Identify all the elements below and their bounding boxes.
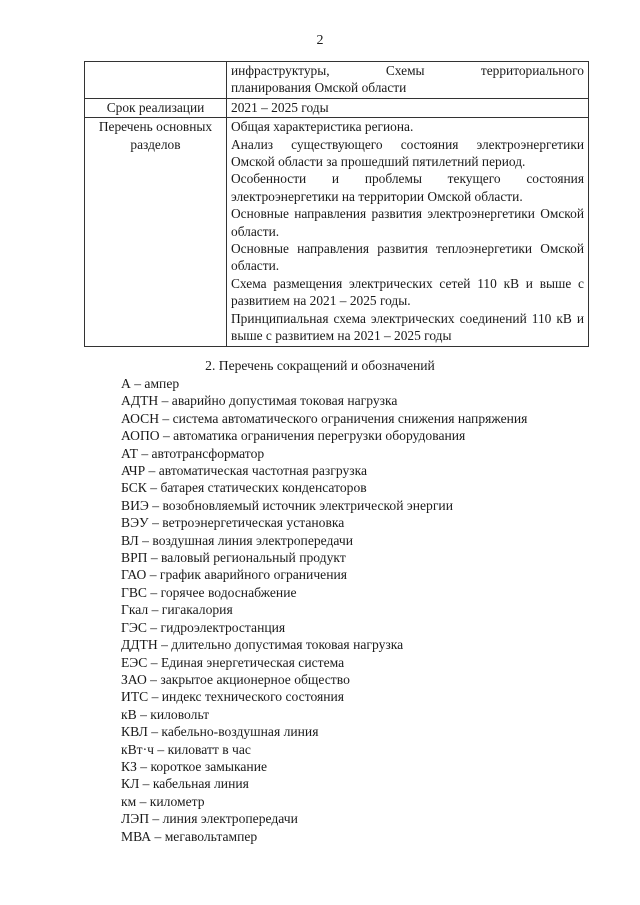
table-row-label: [85, 62, 227, 99]
abbreviation-item: ГЭС – гидроэлектростанция: [121, 619, 286, 635]
table-value-paragraph: Основные направления развития электроэнергетики Омской области.: [231, 206, 584, 239]
table-row-value: [227, 98, 589, 117]
abbreviation-item: ЕЭС – Единая энергетическая система: [121, 654, 345, 670]
abbreviation-item: ВЛ – воздушная линия электропередачи: [121, 532, 354, 548]
abbreviation-item: КЗ – короткое замыкание: [121, 758, 267, 774]
table-value-paragraph: 2021 – 2025 годы: [231, 99, 329, 115]
abbreviation-item: АДТН – аварийно допустимая токовая нагрузка: [121, 393, 398, 409]
table-row: [85, 118, 589, 346]
table-value-paragraph: планирования Омской области: [231, 80, 407, 96]
abbreviation-item: ЗАО – закрытое акционерное общество: [121, 671, 350, 687]
table-row: [85, 98, 589, 117]
abbreviation-item: КВЛ – кабельно-воздушная линия: [121, 724, 319, 740]
abbreviation-item: ВЭУ – ветроэнергетическая установка: [121, 515, 345, 531]
table-value-paragraph: Особенности и проблемы текущего состояния электроэнергетики на территории Омской области.: [231, 171, 584, 204]
abbreviation-item: ВИЭ – возобновляемый источник электрической энергии: [121, 497, 453, 513]
abbreviation-item: МВА – мегавольтампер: [121, 828, 258, 844]
abbreviation-item: ВРП – валовый региональный продукт: [121, 550, 346, 566]
abbreviation-item: КЛ – кабельная линия: [121, 776, 249, 792]
abbreviation-item: ЛЭП – линия электропередачи: [121, 811, 298, 827]
table-row: [85, 62, 589, 99]
table-row-label: Срок реализации: [85, 98, 227, 117]
table-value-paragraph: инфраструктуры, Схемы территориального: [231, 63, 584, 78]
abbreviation-item: ИТС – индекс технического состояния: [121, 689, 345, 705]
abbreviation-list: [121, 375, 601, 845]
abbreviation-item: кВт·ч – киловатт в час: [121, 741, 251, 757]
table-value-paragraph: Анализ существующего состояния электроэнергетики Омской области за прошедший пятилетний период.: [231, 136, 584, 170]
abbreviation-item: ГВС – горячее водоснабжение: [121, 584, 297, 600]
table-value-paragraph: Схема размещения электрических сетей 110 кВ и выше с развитием на 2021 – 2025 годы.: [231, 275, 584, 309]
section-title: 2. Перечень сокращений и обозначений: [205, 358, 435, 373]
abbreviation-item: кВ – киловольт: [121, 706, 210, 722]
page-number: 2: [316, 33, 324, 48]
abbreviation-item: БСК – батарея статических конденсаторов: [121, 480, 367, 496]
table-row-label: Перечень основных разделов: [85, 118, 227, 346]
abbreviation-item: Гкал – гигакалория: [121, 602, 233, 618]
passport-table-body: [85, 62, 589, 347]
abbreviation-item: ДДТН – длительно допустимая токовая нагрузка: [121, 637, 404, 653]
abbreviation-item: АОСН – система автоматического ограничения снижения напряжения: [121, 410, 528, 426]
abbreviation-item: А – ампер: [121, 376, 180, 391]
table-row-value: [227, 62, 589, 99]
abbreviation-item: АОПО – автоматика ограничения перегрузки оборудования: [121, 428, 466, 444]
abbreviation-item: АЧР – автоматическая частотная разгрузка: [121, 463, 368, 479]
passport-table: [84, 61, 589, 347]
table-row-value: [227, 118, 589, 346]
abbreviation-item: АТ – автотрансформатор: [121, 445, 265, 461]
abbreviation-item: км – километр: [121, 793, 205, 809]
abbreviation-item: ГАО – график аварийного ограничения: [121, 567, 348, 583]
table-value-paragraph: Основные направления развития теплоэнергетики Омской области.: [231, 241, 584, 274]
table-value-paragraph: Принципиальная схема электрических соединений 110 кВ и выше с развитием на 2021 – 2025 годы: [231, 310, 584, 344]
table-value-paragraph: Общая характеристика региона.: [231, 119, 414, 135]
